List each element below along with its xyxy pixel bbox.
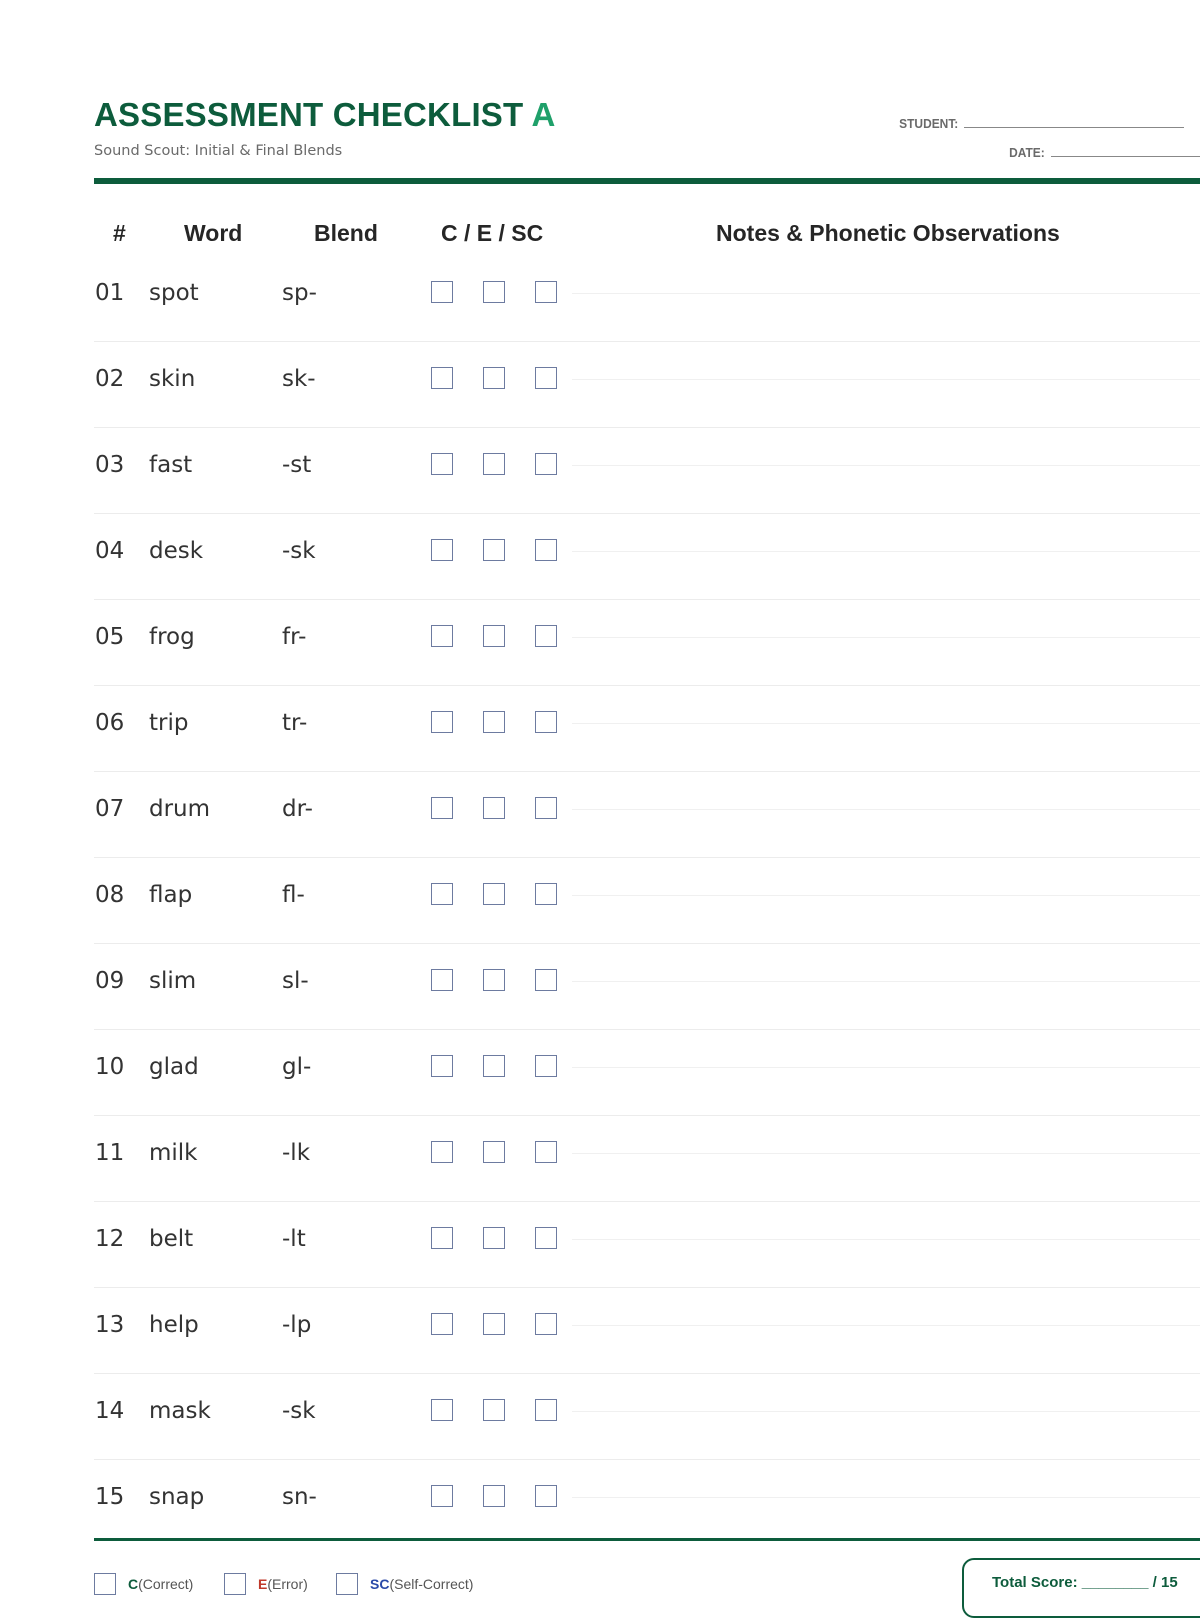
row-number: 02 xyxy=(95,366,125,392)
correct-checkbox[interactable] xyxy=(431,281,453,303)
row-number: 06 xyxy=(95,710,125,736)
error-checkbox[interactable] xyxy=(483,539,505,561)
row-word: frog xyxy=(149,624,195,650)
self-correct-checkbox[interactable] xyxy=(535,367,557,389)
student-blank-line[interactable] xyxy=(964,126,1184,128)
error-checkbox[interactable] xyxy=(483,281,505,303)
table-row xyxy=(94,772,1200,858)
student-label: STUDENT: xyxy=(899,116,959,131)
row-blend: dr- xyxy=(282,796,313,822)
title-main: ASSESSMENT CHECKLIST xyxy=(94,96,524,133)
error-checkbox[interactable] xyxy=(483,711,505,733)
table-row xyxy=(94,1030,1200,1116)
notes-line[interactable] xyxy=(572,809,1200,810)
row-blend: gl- xyxy=(282,1054,312,1080)
row-number: 13 xyxy=(95,1312,125,1338)
notes-line[interactable] xyxy=(572,637,1200,638)
row-blend: fl- xyxy=(282,882,305,908)
date-blank-line[interactable] xyxy=(1051,155,1200,157)
table-row xyxy=(94,1374,1200,1460)
row-blend: -sk xyxy=(282,1398,316,1424)
row-word: glad xyxy=(149,1054,199,1080)
row-number: 03 xyxy=(95,452,125,478)
row-word: slim xyxy=(149,968,197,994)
correct-checkbox[interactable] xyxy=(431,625,453,647)
legend-checkbox-error xyxy=(224,1573,246,1595)
row-word: desk xyxy=(149,538,204,564)
self-correct-checkbox[interactable] xyxy=(535,539,557,561)
notes-line[interactable] xyxy=(572,1067,1200,1068)
column-header-marks: C / E / SC xyxy=(441,220,544,246)
notes-line[interactable] xyxy=(572,1325,1200,1326)
notes-line[interactable] xyxy=(572,1497,1200,1498)
row-word: help xyxy=(149,1312,199,1338)
self-correct-checkbox[interactable] xyxy=(535,797,557,819)
notes-line[interactable] xyxy=(572,551,1200,552)
column-header-blend: Blend xyxy=(314,220,378,246)
correct-checkbox[interactable] xyxy=(431,883,453,905)
correct-checkbox[interactable] xyxy=(431,1055,453,1077)
error-checkbox[interactable] xyxy=(483,969,505,991)
page-title xyxy=(94,96,556,134)
self-correct-checkbox[interactable] xyxy=(535,1141,557,1163)
error-checkbox[interactable] xyxy=(483,1313,505,1335)
row-word: mask xyxy=(149,1398,211,1424)
row-blend: -lt xyxy=(282,1226,306,1252)
column-header-notes: Notes & Phonetic Observations xyxy=(716,220,1060,246)
row-number: 10 xyxy=(95,1054,125,1080)
error-checkbox[interactable] xyxy=(483,1485,505,1507)
error-checkbox[interactable] xyxy=(483,453,505,475)
row-number: 11 xyxy=(95,1140,125,1166)
table-row xyxy=(94,1288,1200,1374)
self-correct-checkbox[interactable] xyxy=(535,453,557,475)
total-score-box[interactable]: Total Score: ________ / 15 xyxy=(962,1558,1200,1618)
notes-line[interactable] xyxy=(572,723,1200,724)
date-label: DATE: xyxy=(1009,145,1045,160)
row-word: milk xyxy=(149,1140,198,1166)
legend-self-correct xyxy=(336,1573,473,1595)
notes-line[interactable] xyxy=(572,1153,1200,1154)
header-divider xyxy=(94,178,1200,184)
self-correct-checkbox[interactable] xyxy=(535,1055,557,1077)
notes-line[interactable] xyxy=(572,1411,1200,1412)
table-row xyxy=(94,428,1200,514)
row-number: 08 xyxy=(95,882,125,908)
table-row xyxy=(94,600,1200,686)
error-checkbox[interactable] xyxy=(483,883,505,905)
correct-checkbox[interactable] xyxy=(431,367,453,389)
correct-checkbox[interactable] xyxy=(431,453,453,475)
legend-correct xyxy=(94,1573,193,1595)
checklist-rows xyxy=(94,256,1200,1545)
row-word: fast xyxy=(149,452,193,478)
table-row xyxy=(94,858,1200,944)
table-row xyxy=(94,1202,1200,1288)
row-word: spot xyxy=(149,280,199,306)
row-blend: -lk xyxy=(282,1140,311,1166)
self-correct-checkbox[interactable] xyxy=(535,969,557,991)
self-correct-checkbox[interactable] xyxy=(535,625,557,647)
notes-line[interactable] xyxy=(572,895,1200,896)
footer-divider xyxy=(94,1538,1200,1541)
row-word: belt xyxy=(149,1226,194,1252)
self-correct-checkbox[interactable] xyxy=(535,1227,557,1249)
table-row xyxy=(94,514,1200,600)
row-blend: fr- xyxy=(282,624,307,650)
row-blend: sk- xyxy=(282,366,316,392)
row-blend: sp- xyxy=(282,280,317,306)
notes-line[interactable] xyxy=(572,293,1200,294)
legend-self-correct-desc: (Self-Correct) xyxy=(389,1576,474,1592)
student-field[interactable] xyxy=(894,116,1184,131)
legend-correct-code: C xyxy=(128,1576,139,1592)
error-checkbox[interactable] xyxy=(483,1399,505,1421)
column-header-word: Word xyxy=(184,220,243,246)
table-row xyxy=(94,1460,1200,1545)
table-row xyxy=(94,1116,1200,1202)
correct-checkbox[interactable] xyxy=(431,1141,453,1163)
date-field[interactable] xyxy=(1006,145,1200,160)
row-word: snap xyxy=(149,1484,205,1510)
row-word: flap xyxy=(149,882,193,908)
row-number: 07 xyxy=(95,796,125,822)
table-row xyxy=(94,686,1200,772)
correct-checkbox[interactable] xyxy=(431,1313,453,1335)
correct-checkbox[interactable] xyxy=(431,711,453,733)
row-blend: tr- xyxy=(282,710,308,736)
notes-line[interactable] xyxy=(572,379,1200,380)
legend-correct-desc: (Correct) xyxy=(138,1576,194,1592)
correct-checkbox[interactable] xyxy=(431,797,453,819)
self-correct-checkbox[interactable] xyxy=(535,1399,557,1421)
legend-self-correct-code: SC xyxy=(370,1576,390,1592)
row-number: 04 xyxy=(95,538,125,564)
error-checkbox[interactable] xyxy=(483,1227,505,1249)
page-subtitle: Sound Scout: Initial & Final Blends xyxy=(94,143,343,159)
row-word: drum xyxy=(149,796,211,822)
notes-line[interactable] xyxy=(572,465,1200,466)
table-row xyxy=(94,944,1200,1030)
row-number: 12 xyxy=(95,1226,125,1252)
row-number: 01 xyxy=(95,280,125,306)
row-blend: sl- xyxy=(282,968,309,994)
correct-checkbox[interactable] xyxy=(431,539,453,561)
row-word: skin xyxy=(149,366,196,392)
self-correct-checkbox[interactable] xyxy=(535,281,557,303)
assessment-page xyxy=(94,0,1200,1600)
legend-error-code: E xyxy=(258,1576,268,1592)
row-number: 09 xyxy=(95,968,125,994)
row-number: 05 xyxy=(95,624,125,650)
row-word: trip xyxy=(149,710,189,736)
table-row xyxy=(94,342,1200,428)
table-row xyxy=(94,256,1200,342)
row-number: 15 xyxy=(95,1484,125,1510)
row-blend: -sk xyxy=(282,538,316,564)
legend-checkbox-correct xyxy=(94,1573,116,1595)
legend-error xyxy=(224,1573,308,1595)
notes-line[interactable] xyxy=(572,1239,1200,1240)
error-checkbox[interactable] xyxy=(483,1141,505,1163)
self-correct-checkbox[interactable] xyxy=(535,711,557,733)
legend-checkbox-self-correct xyxy=(336,1573,358,1595)
error-checkbox[interactable] xyxy=(483,1055,505,1077)
notes-line[interactable] xyxy=(572,981,1200,982)
correct-checkbox[interactable] xyxy=(431,969,453,991)
error-checkbox[interactable] xyxy=(483,797,505,819)
row-blend: -st xyxy=(282,452,312,478)
self-correct-checkbox[interactable] xyxy=(535,1313,557,1335)
row-blend: -lp xyxy=(282,1312,312,1338)
self-correct-checkbox[interactable] xyxy=(535,1485,557,1507)
title-accent: A xyxy=(531,96,556,133)
correct-checkbox[interactable] xyxy=(431,1485,453,1507)
column-header-number: # xyxy=(113,220,126,246)
error-checkbox[interactable] xyxy=(483,625,505,647)
correct-checkbox[interactable] xyxy=(431,1399,453,1421)
legend-error-desc: (Error) xyxy=(267,1576,308,1592)
error-checkbox[interactable] xyxy=(483,367,505,389)
row-number: 14 xyxy=(95,1398,125,1424)
row-blend: sn- xyxy=(282,1484,317,1510)
self-correct-checkbox[interactable] xyxy=(535,883,557,905)
correct-checkbox[interactable] xyxy=(431,1227,453,1249)
